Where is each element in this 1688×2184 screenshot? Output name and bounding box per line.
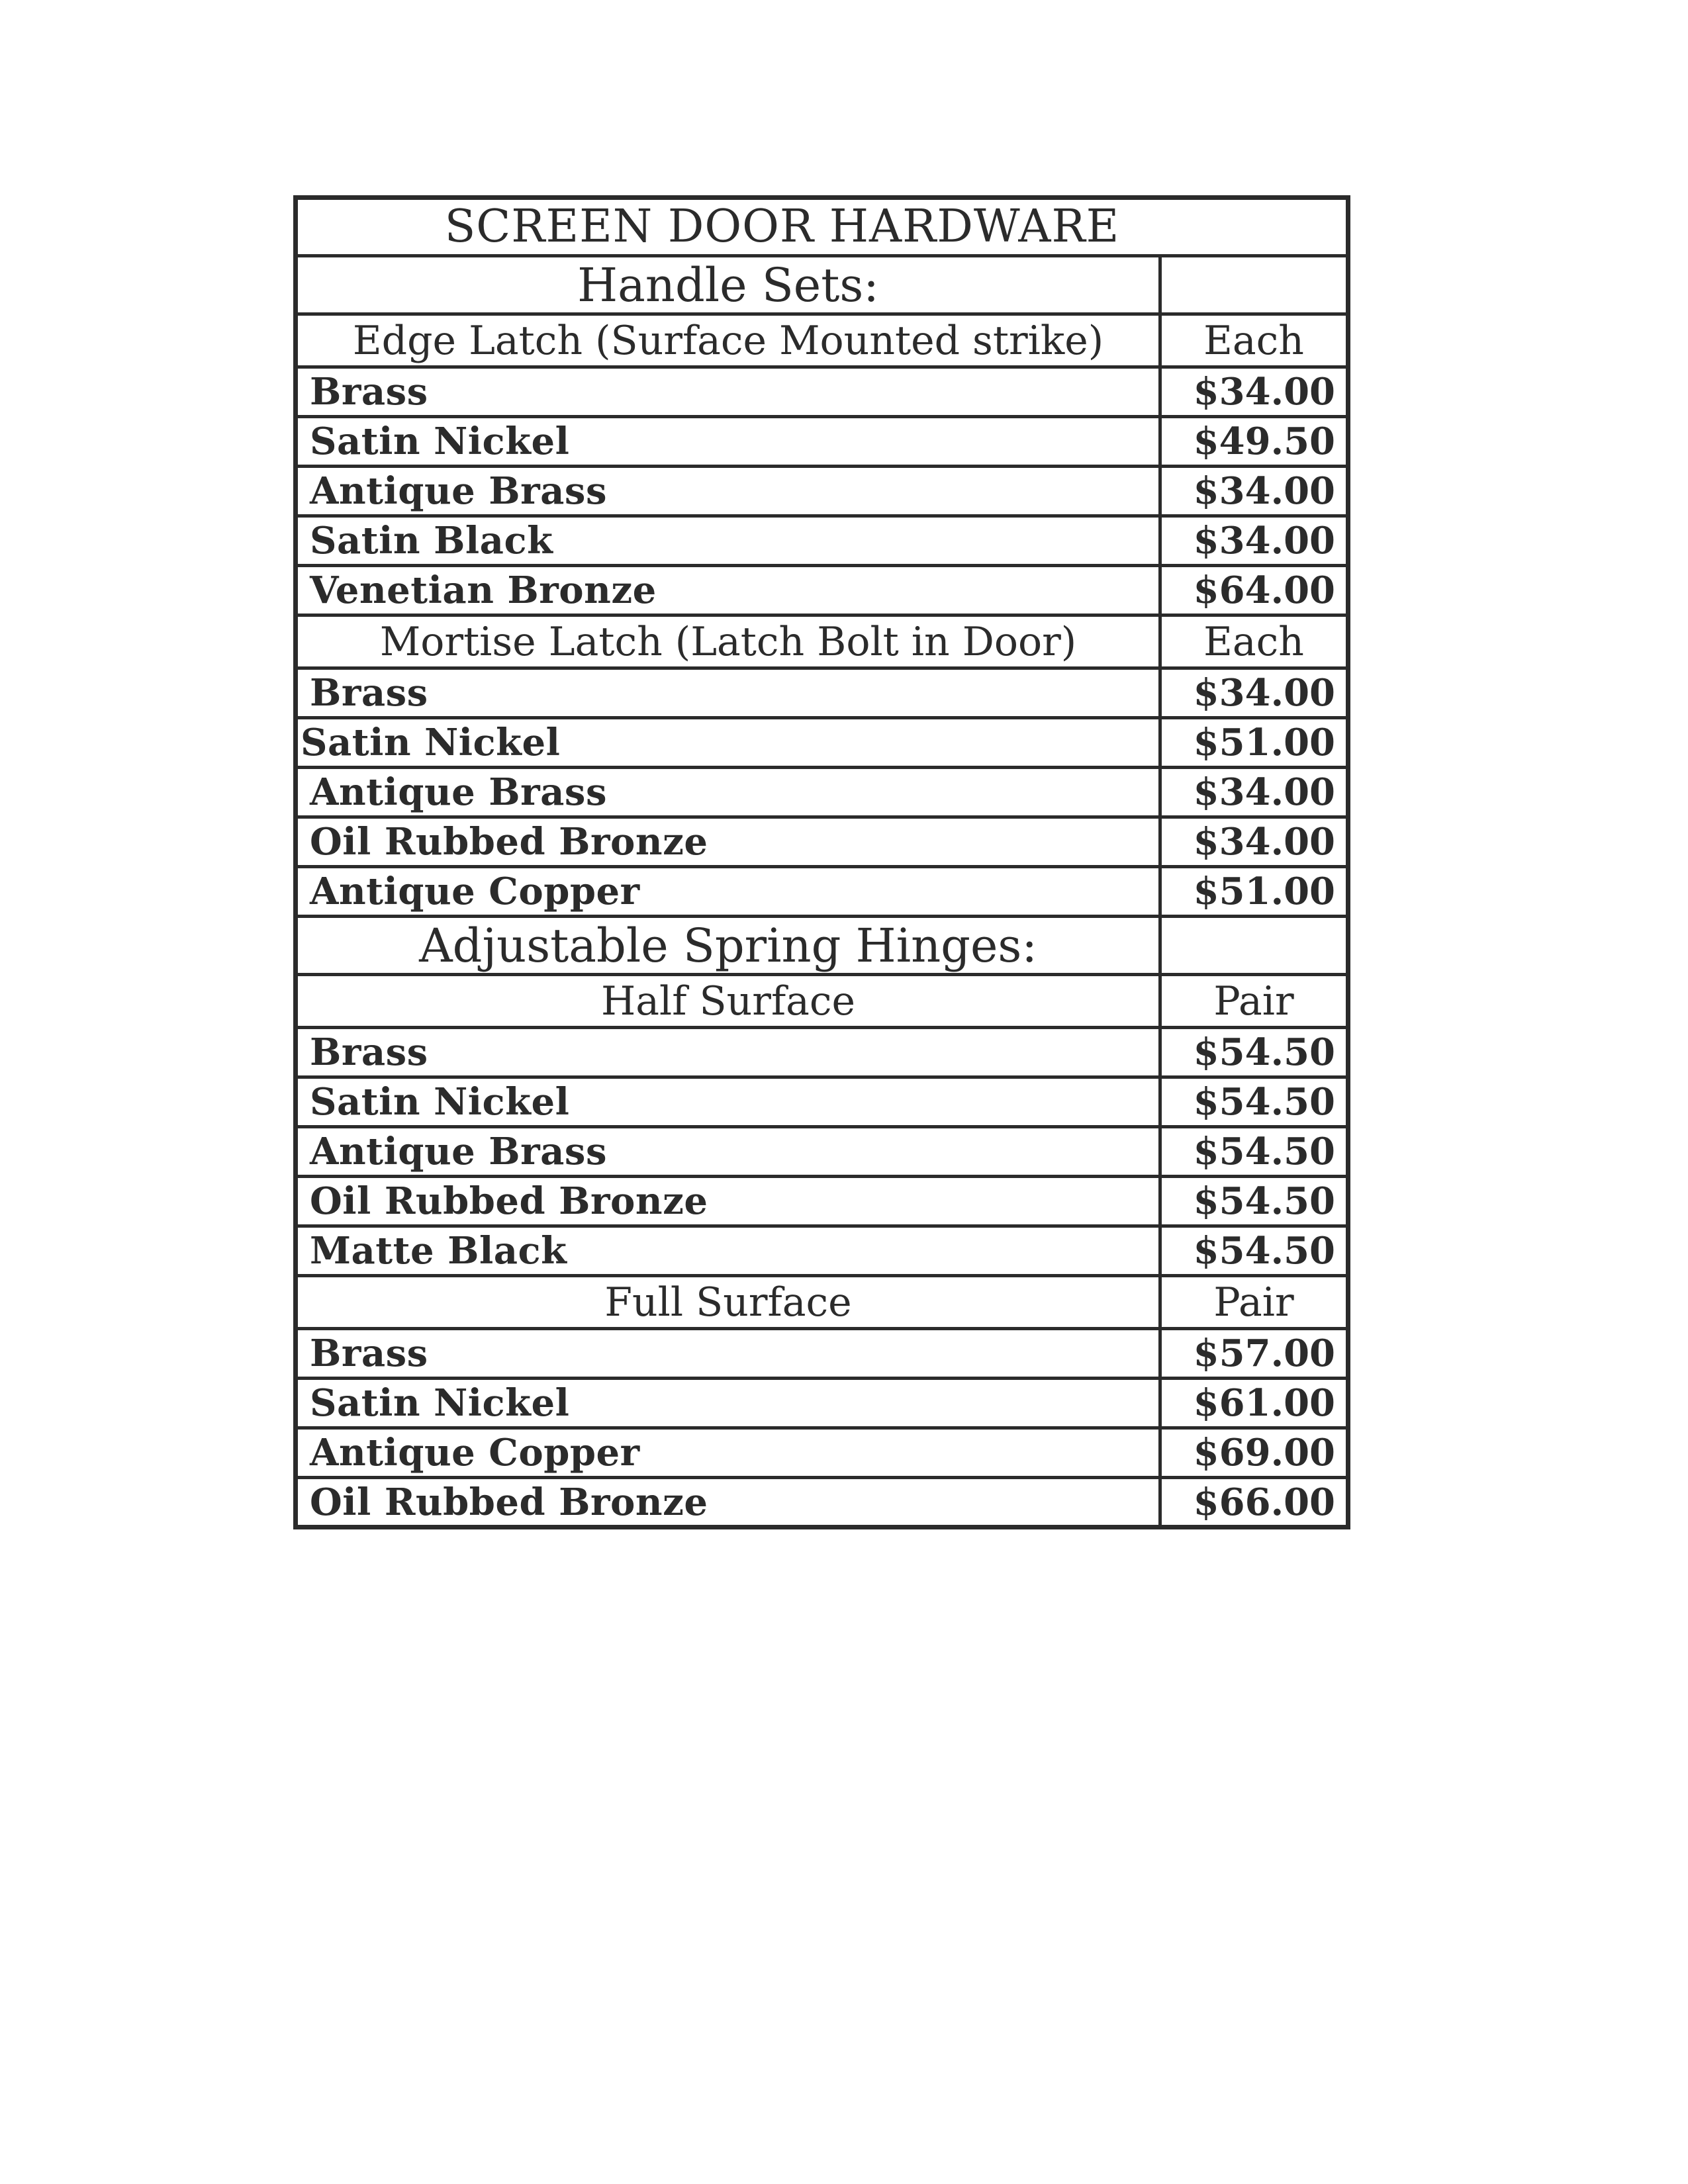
table-row (296, 417, 1348, 467)
section-heading-spring-hinges: Adjustable Spring Hinges: (296, 917, 1160, 975)
table-row (296, 1028, 1348, 1077)
table-row (296, 1077, 1348, 1127)
item-price: $54.50 (1160, 1127, 1348, 1177)
price-sheet (293, 195, 1346, 1529)
item-price: $34.00 (1160, 367, 1348, 417)
item-name: Satin Nickel (296, 1379, 1160, 1428)
item-name: Satin Black (296, 516, 1160, 566)
empty-cell (1160, 256, 1348, 314)
table-row (296, 367, 1348, 417)
table-row (296, 817, 1348, 867)
subheading-half-surface: Half Surface (296, 975, 1160, 1028)
item-price: $54.50 (1160, 1177, 1348, 1226)
empty-cell (1160, 917, 1348, 975)
item-price: $54.50 (1160, 1226, 1348, 1276)
item-name: Satin Nickel (296, 417, 1160, 467)
unit-label: Pair (1160, 975, 1348, 1028)
subheading-row (296, 615, 1348, 668)
item-name: Oil Rubbed Bronze (296, 1177, 1160, 1226)
unit-label: Each (1160, 615, 1348, 668)
item-price: $34.00 (1160, 467, 1348, 516)
table-row (296, 1428, 1348, 1478)
item-name: Satin Nickel (296, 1077, 1160, 1127)
item-price: $34.00 (1160, 817, 1348, 867)
page-title: SCREEN DOOR HARDWARE (296, 198, 1348, 256)
item-price: $34.00 (1160, 768, 1348, 817)
item-name: Antique Brass (296, 1127, 1160, 1177)
subheading-mortise-latch: Mortise Latch (Latch Bolt in Door) (296, 615, 1160, 668)
item-name: Oil Rubbed Bronze (296, 817, 1160, 867)
item-name: Brass (296, 668, 1160, 718)
item-price: $51.00 (1160, 718, 1348, 768)
item-name: Antique Brass (296, 768, 1160, 817)
subheading-full-surface: Full Surface (296, 1276, 1160, 1329)
item-name: Brass (296, 1028, 1160, 1077)
unit-label: Each (1160, 314, 1348, 367)
item-price: $57.00 (1160, 1329, 1348, 1379)
price-table (293, 195, 1350, 1529)
subheading-row (296, 975, 1348, 1028)
item-name: Antique Brass (296, 467, 1160, 516)
item-name: Brass (296, 1329, 1160, 1379)
item-price: $69.00 (1160, 1428, 1348, 1478)
subheading-edge-latch: Edge Latch (Surface Mounted strike) (296, 314, 1160, 367)
section-heading-handle-sets: Handle Sets: (296, 256, 1160, 314)
item-name: Brass (296, 367, 1160, 417)
item-price: $49.50 (1160, 417, 1348, 467)
item-price: $64.00 (1160, 566, 1348, 615)
subheading-row (296, 1276, 1348, 1329)
table-row (296, 1379, 1348, 1428)
table-row (296, 1226, 1348, 1276)
subheading-row (296, 314, 1348, 367)
item-name: Antique Copper (296, 1428, 1160, 1478)
item-price: $51.00 (1160, 867, 1348, 917)
item-price: $66.00 (1160, 1478, 1348, 1527)
item-price: $34.00 (1160, 668, 1348, 718)
table-row (296, 867, 1348, 917)
table-row (296, 1177, 1348, 1226)
table-row (296, 1329, 1348, 1379)
table-row (296, 1478, 1348, 1527)
table-row (296, 516, 1348, 566)
table-row (296, 1127, 1348, 1177)
title-row (296, 198, 1348, 256)
section-heading-row (296, 256, 1348, 314)
item-price: $54.50 (1160, 1077, 1348, 1127)
item-name: Matte Black (296, 1226, 1160, 1276)
item-name: Satin Nickel (296, 718, 1160, 768)
item-price: $54.50 (1160, 1028, 1348, 1077)
item-name: Antique Copper (296, 867, 1160, 917)
table-row (296, 668, 1348, 718)
item-name: Oil Rubbed Bronze (296, 1478, 1160, 1527)
item-price: $61.00 (1160, 1379, 1348, 1428)
table-row (296, 768, 1348, 817)
section-heading-row (296, 917, 1348, 975)
table-row (296, 718, 1348, 768)
item-price: $34.00 (1160, 516, 1348, 566)
table-row (296, 467, 1348, 516)
item-name: Venetian Bronze (296, 566, 1160, 615)
table-row (296, 566, 1348, 615)
unit-label: Pair (1160, 1276, 1348, 1329)
